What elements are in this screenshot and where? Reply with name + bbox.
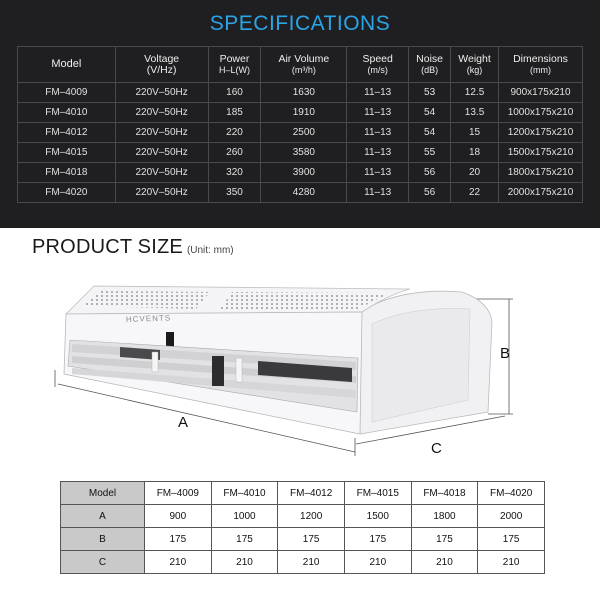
spec-cell: 1910	[261, 103, 347, 123]
size-cell: 175	[411, 528, 478, 551]
spec-header-row	[18, 47, 583, 83]
spec-cell: 56	[409, 163, 451, 183]
dimension-label-c: C	[431, 440, 442, 457]
spec-cell: 220V–50Hz	[115, 183, 208, 203]
size-cell: 1500	[344, 505, 411, 528]
spec-cell: 160	[208, 83, 261, 103]
spec-cell: 20	[451, 163, 499, 183]
size-row-label: B	[61, 528, 145, 551]
product-size-title	[32, 236, 234, 259]
specifications-title: SPECIFICATIONS	[209, 12, 391, 35]
size-cell: 175	[145, 528, 212, 551]
size-row-label: C	[61, 551, 145, 574]
spec-row	[18, 83, 583, 103]
spec-cell: 3580	[261, 143, 347, 163]
spec-cell: 11–13	[347, 103, 409, 123]
spec-cell: 1200x175x210	[499, 123, 583, 143]
spec-cell: 1800x175x210	[499, 163, 583, 183]
unit-note: (Unit: mm)	[186, 245, 234, 256]
spec-cell: 13.5	[451, 103, 499, 123]
size-cell: 2000	[478, 505, 545, 528]
spec-cell: 2000x175x210	[499, 183, 583, 203]
size-row-label: A	[61, 505, 145, 528]
size-cell: 1200	[278, 505, 345, 528]
spec-cell: 1000x175x210	[499, 103, 583, 123]
spec-cell: 11–13	[347, 123, 409, 143]
spec-row	[18, 183, 583, 203]
spec-cell: 220V–50Hz	[115, 103, 208, 123]
specifications-table	[17, 46, 583, 203]
size-cell: 210	[211, 551, 278, 574]
size-model-cell: FM–4015	[344, 482, 411, 505]
power-switch	[166, 332, 174, 348]
spec-header-cell: Voltage (V/Hz)	[115, 47, 208, 83]
spec-cell: 15	[451, 123, 499, 143]
size-cell: 175	[344, 528, 411, 551]
size-cell: 210	[145, 551, 212, 574]
spec-cell: 54	[409, 103, 451, 123]
spec-cell: 18	[451, 143, 499, 163]
spec-cell: 11–13	[347, 183, 409, 203]
spec-cell: 2500	[261, 123, 347, 143]
size-cell: 175	[211, 528, 278, 551]
size-cell: 210	[411, 551, 478, 574]
spec-row	[18, 163, 583, 183]
size-cell: 210	[278, 551, 345, 574]
spec-header-cell: Model	[18, 47, 116, 83]
size-row	[61, 528, 545, 551]
spec-cell: 22	[451, 183, 499, 203]
size-row	[61, 505, 545, 528]
brand-logo: HCVENTS	[125, 313, 172, 324]
size-model-cell: FM–4010	[211, 482, 278, 505]
spec-header-cell: Power H–L(W)	[208, 47, 261, 83]
size-header-label: Model	[61, 482, 145, 505]
spec-cell: FM–4009	[18, 83, 116, 103]
spec-header-cell: Speed (m/s)	[347, 47, 409, 83]
size-cell: 1800	[411, 505, 478, 528]
size-cell: 210	[344, 551, 411, 574]
spec-cell: 11–13	[347, 83, 409, 103]
spec-cell: 54	[409, 123, 451, 143]
dimension-label-b: B	[500, 345, 511, 362]
spec-cell: 53	[409, 83, 451, 103]
spec-cell: 3900	[261, 163, 347, 183]
spec-cell: 220V–50Hz	[115, 123, 208, 143]
size-model-cell: FM–4012	[278, 482, 345, 505]
spec-cell: 56	[409, 183, 451, 203]
specifications-panel	[0, 0, 600, 228]
spec-cell: 220V–50Hz	[115, 83, 208, 103]
spec-cell: 260	[208, 143, 261, 163]
spec-header-cell: Air Volume (m³/h)	[261, 47, 347, 83]
spec-cell: FM–4015	[18, 143, 116, 163]
product-size-heading: PRODUCT SIZE	[32, 236, 183, 258]
spec-cell: FM–4020	[18, 183, 116, 203]
spec-cell: FM–4012	[18, 123, 116, 143]
dimension-label-a: A	[178, 414, 189, 431]
spec-cell: 220V–50Hz	[115, 143, 208, 163]
size-header-row	[61, 482, 545, 505]
spec-header-cell: Dimensions (mm)	[499, 47, 583, 83]
spec-header-cell: Noise (dB)	[409, 47, 451, 83]
spec-cell: FM–4010	[18, 103, 116, 123]
size-model-cell: FM–4020	[478, 482, 545, 505]
size-cell: 210	[478, 551, 545, 574]
size-table	[60, 481, 545, 574]
spec-cell: 12.5	[451, 83, 499, 103]
spec-cell: 1630	[261, 83, 347, 103]
spec-cell: 11–13	[347, 143, 409, 163]
spec-cell: 350	[208, 183, 261, 203]
spec-row	[18, 143, 583, 163]
spec-cell: 1500x175x210	[499, 143, 583, 163]
spec-cell: FM–4018	[18, 163, 116, 183]
spec-cell: 55	[409, 143, 451, 163]
size-model-cell: FM–4009	[145, 482, 212, 505]
spec-cell: 4280	[261, 183, 347, 203]
size-cell: 900	[145, 505, 212, 528]
spec-cell: 900x175x210	[499, 83, 583, 103]
spec-cell: 185	[208, 103, 261, 123]
size-cell: 175	[278, 528, 345, 551]
size-row	[61, 551, 545, 574]
spec-cell: 11–13	[347, 163, 409, 183]
spec-header-cell: Weight (kg)	[451, 47, 499, 83]
spec-cell: 320	[208, 163, 261, 183]
air-curtain-drawing	[0, 262, 600, 472]
size-cell: 1000	[211, 505, 278, 528]
spec-row	[18, 103, 583, 123]
spec-cell: 220V–50Hz	[115, 163, 208, 183]
size-model-cell: FM–4018	[411, 482, 478, 505]
spec-cell: 220	[208, 123, 261, 143]
size-cell: 175	[478, 528, 545, 551]
spec-row	[18, 123, 583, 143]
